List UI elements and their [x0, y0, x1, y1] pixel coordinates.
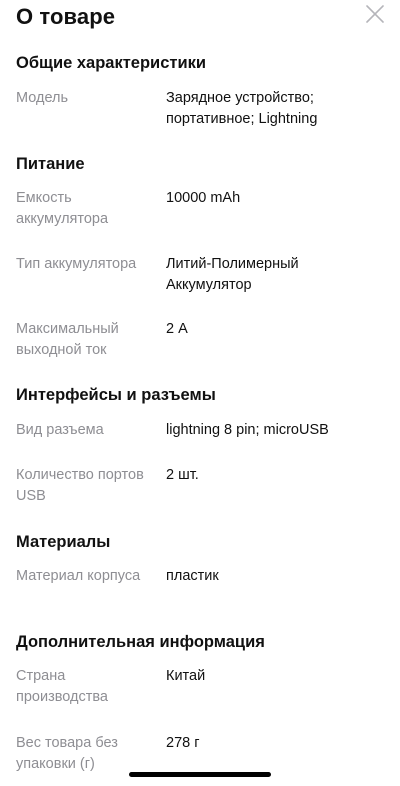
spec-value: lightning 8 pin; microUSB — [166, 422, 329, 438]
close-icon — [364, 3, 386, 25]
spec-value: 10000 mAh — [166, 190, 241, 206]
spec-label: Тип аккумулятора — [16, 256, 137, 272]
section-title-power: Питание — [16, 155, 85, 173]
section-title-general: Общие характеристики — [16, 54, 206, 72]
spec-value: пластик — [166, 568, 219, 584]
spec-label: Вес товара без упаковки (г) — [16, 735, 118, 772]
spec-label: Страна производства — [16, 668, 108, 705]
spec-label: Материал корпуса — [16, 568, 141, 584]
home-indicator[interactable] — [129, 772, 271, 777]
spec-label: Модель — [16, 90, 69, 106]
spec-value: 2 А — [166, 321, 188, 337]
spec-label: Количество портов USB — [16, 467, 144, 504]
spec-label: Максимальный выходной ток — [16, 321, 119, 358]
sheet-header — [0, 0, 400, 40]
spec-value: Литий-Полимерный Аккумулятор — [166, 256, 299, 293]
section-title-additional: Дополнительная информация — [16, 633, 265, 651]
page-title: О товаре — [16, 4, 116, 29]
spec-value: 2 шт. — [166, 467, 199, 483]
section-title-interfaces: Интерфейсы и разъемы — [16, 386, 216, 404]
spec-value: Зарядное устройство; портативное; Lightning — [166, 90, 318, 127]
spec-label: Вид разъема — [16, 422, 104, 438]
section-title-materials: Материалы — [16, 533, 111, 551]
spec-value: 278 г — [166, 735, 200, 751]
spec-value: Китай — [166, 668, 206, 684]
close-button[interactable] — [364, 3, 386, 25]
spec-label: Емкость аккумулятора — [16, 190, 109, 227]
